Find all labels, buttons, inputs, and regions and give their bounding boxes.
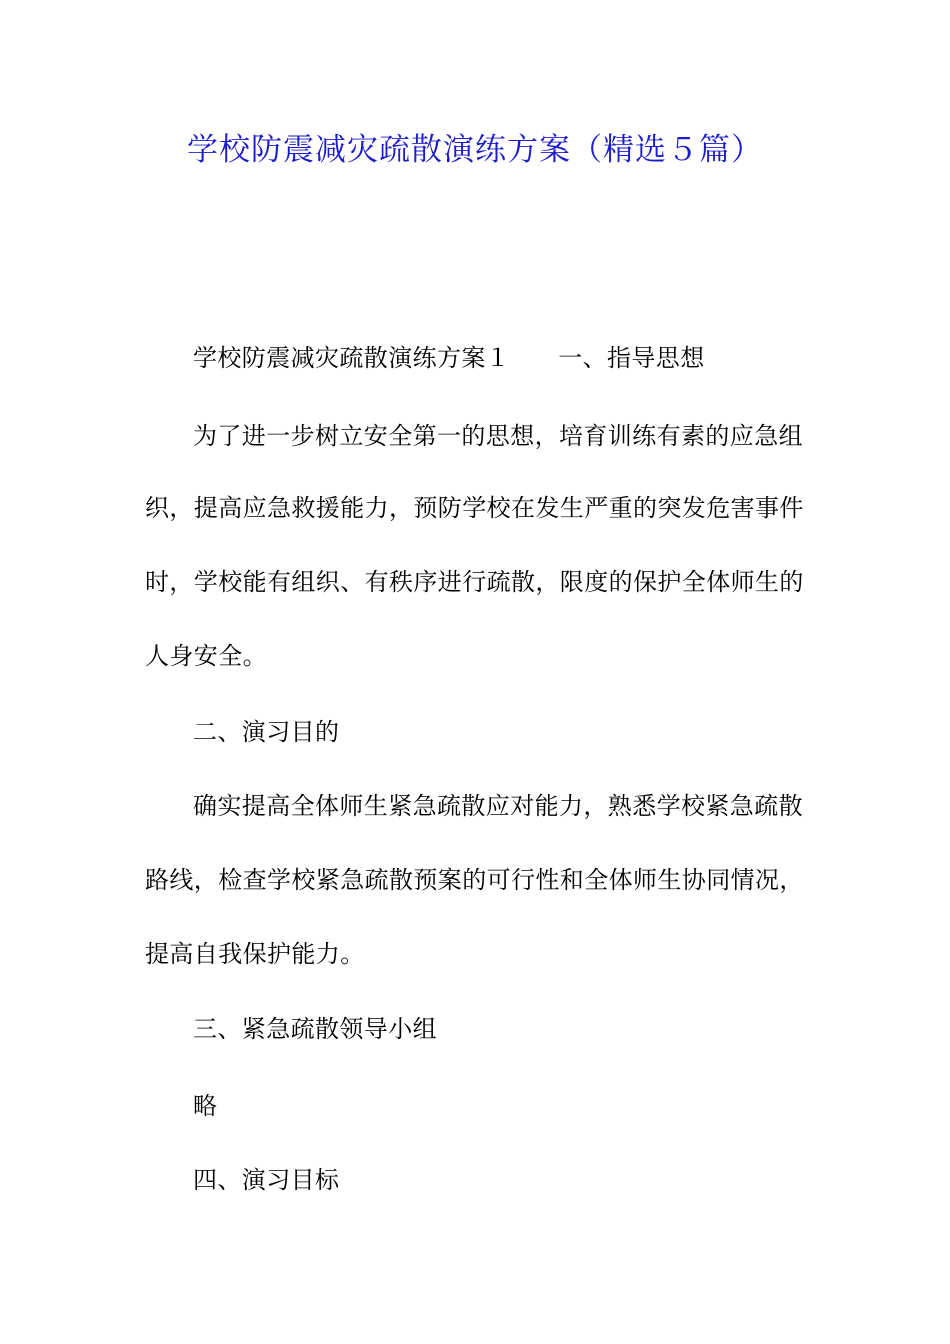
section2-heading: 二、演习目的 bbox=[193, 718, 340, 746]
para2-line-2: 路线，检查学校紧急疏散预案的可行性和全体师生协同情况， bbox=[145, 866, 804, 894]
section3-body: 略 bbox=[193, 1092, 218, 1120]
plan-heading-line bbox=[193, 342, 858, 374]
section1-heading: 一、指导思想 bbox=[558, 344, 705, 372]
para2-line-3: 提高自我保护能力。 bbox=[145, 940, 365, 968]
section3-heading: 三、紧急疏散领导小组 bbox=[193, 1015, 437, 1043]
plan-heading: 学校防震减灾疏散演练方案１ bbox=[193, 344, 511, 372]
para1-line-4: 人身安全。 bbox=[145, 642, 267, 670]
para1-line-1: 为了进一步树立安全第一的思想，培育训练有素的应急组 bbox=[193, 422, 803, 450]
document-title: 学校防震减灾疏散演练方案（精选５篇） bbox=[187, 132, 763, 168]
para2-line-1: 确实提高全体师生紧急疏散应对能力，熟悉学校紧急疏散 bbox=[193, 792, 803, 820]
para1-line-3: 时，学校能有组织、有秩序进行疏散，限度的保护全体师生的 bbox=[145, 568, 804, 596]
para1-line-2: 织，提高应急救援能力，预防学校在发生严重的突发危害事件 bbox=[145, 494, 804, 522]
section4-heading: 四、演习目标 bbox=[193, 1166, 340, 1194]
